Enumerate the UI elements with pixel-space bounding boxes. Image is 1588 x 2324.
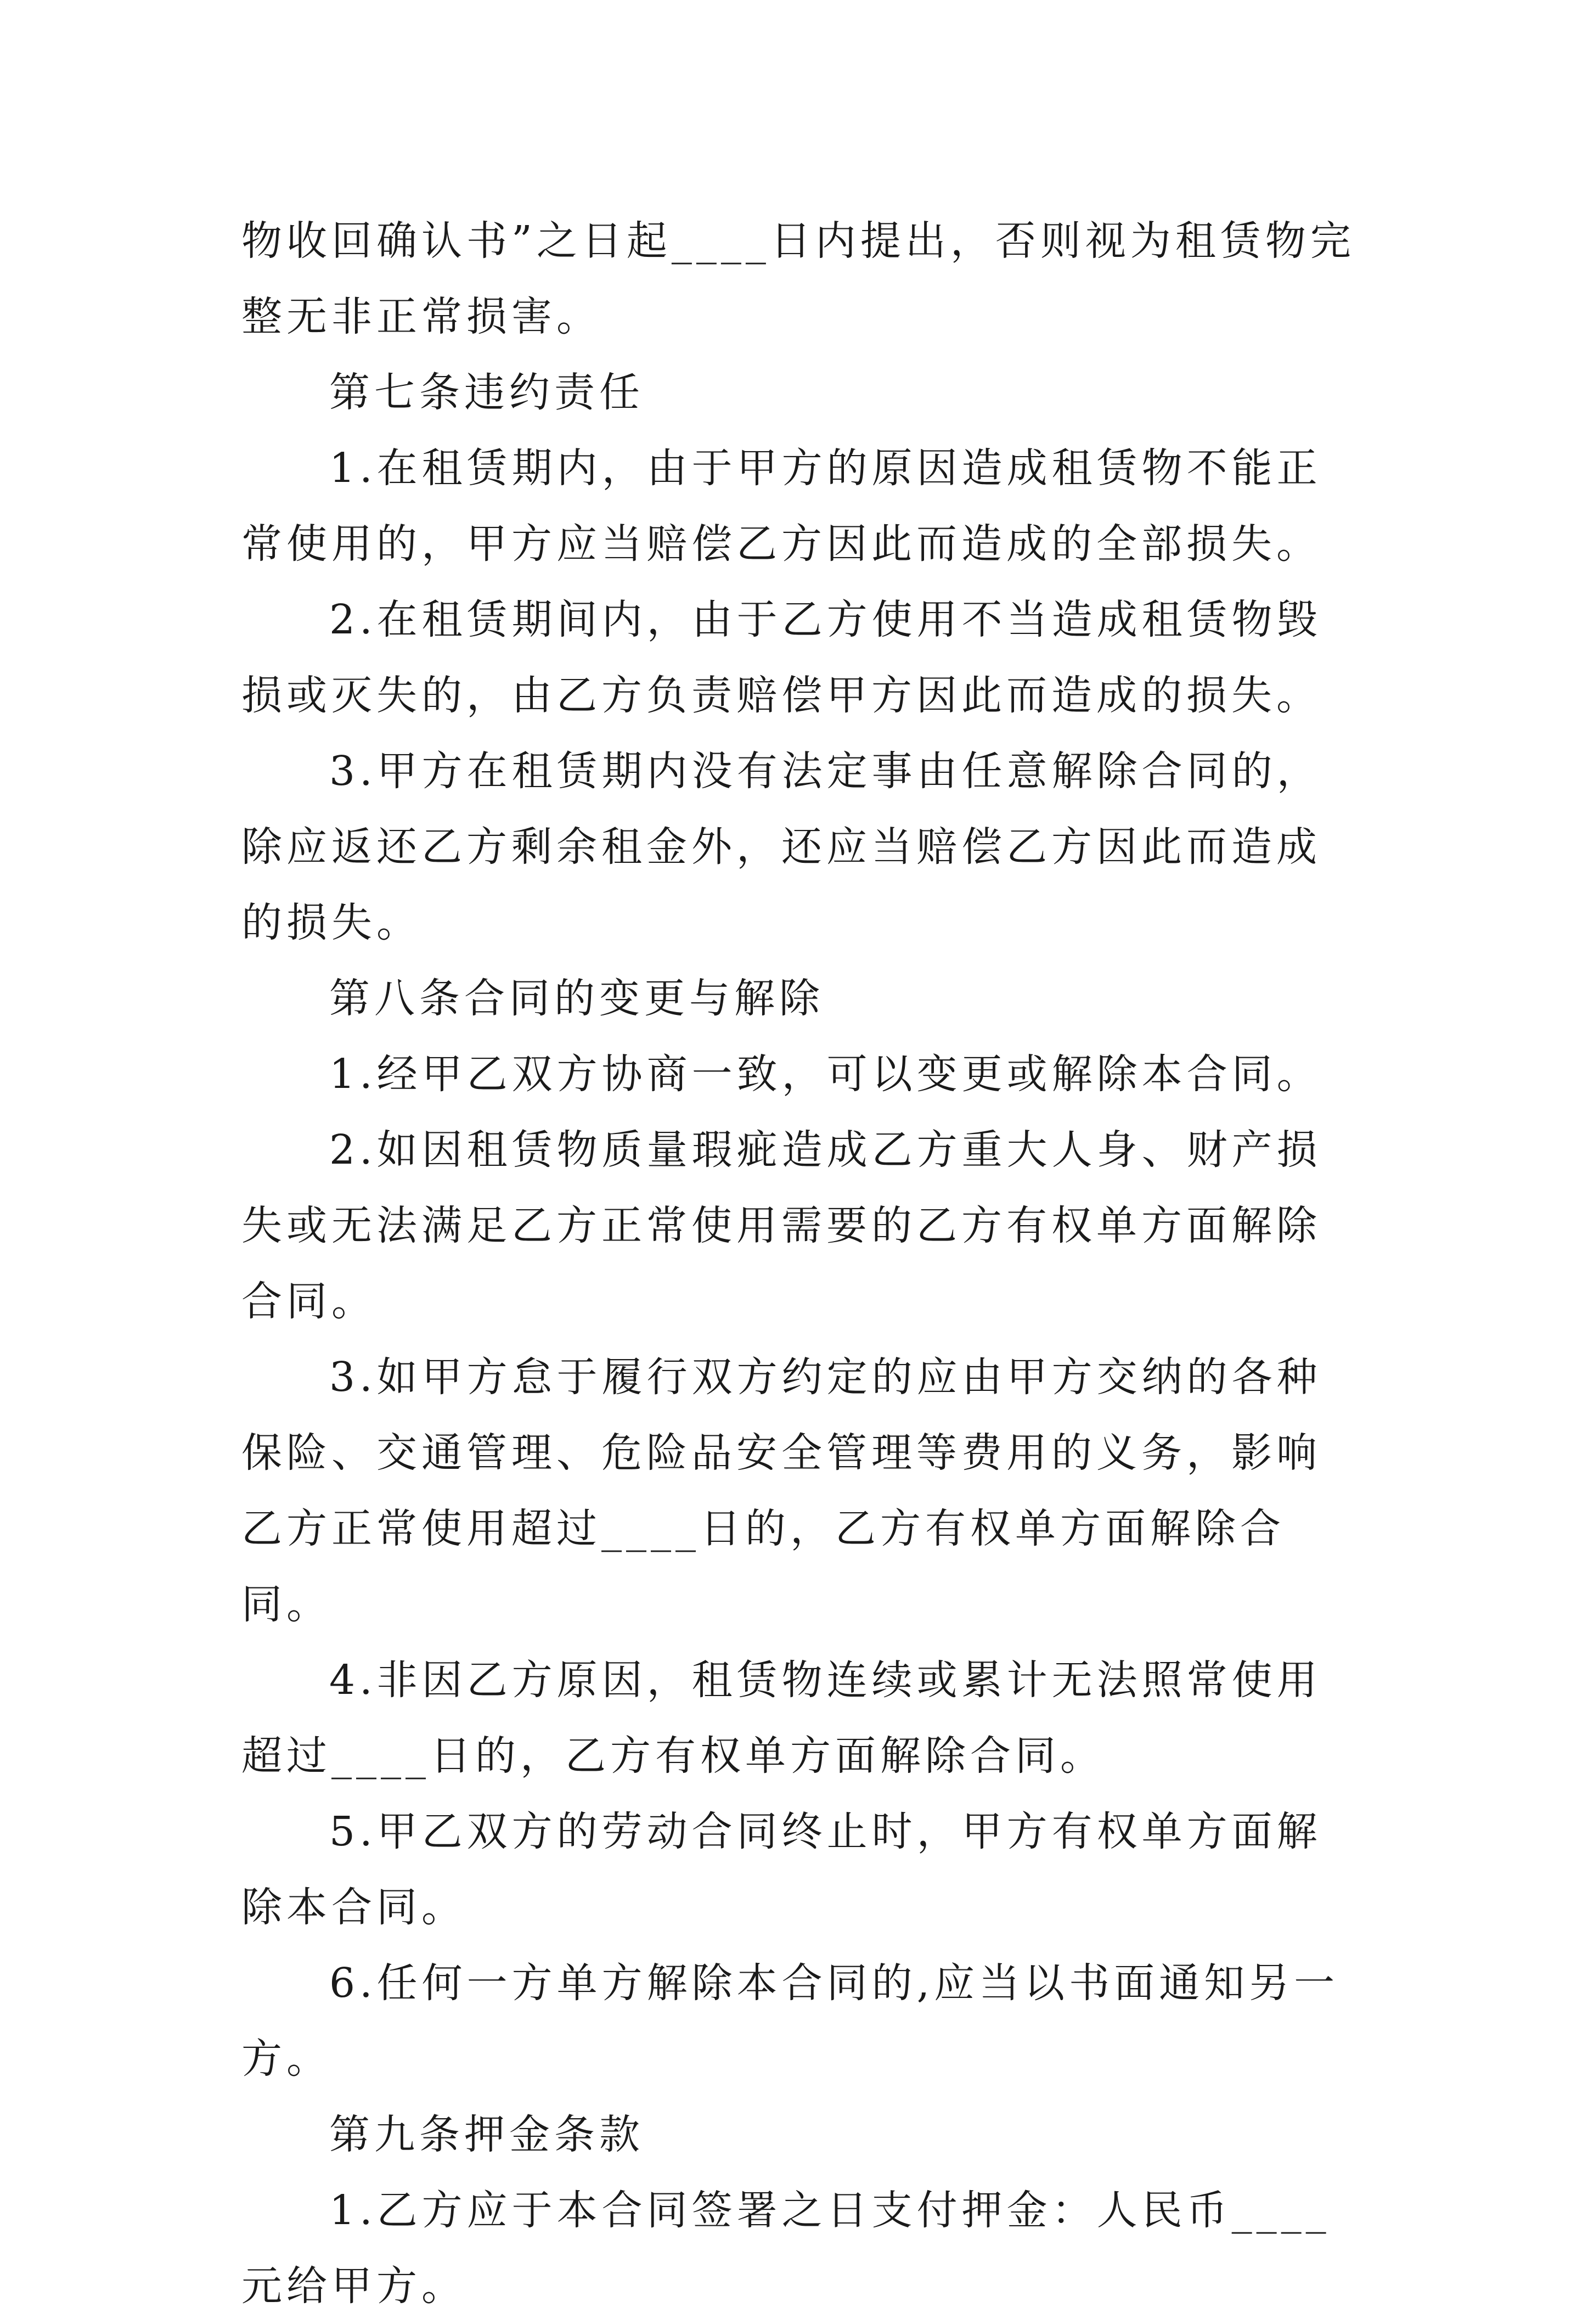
paragraph-7-2: 2.在租赁期间内，由于乙方使用不当造成租赁物毁损或灭失的，由乙方负责赔偿甲方因此而造成的损失。 [241, 596, 1322, 719]
paragraph-7-3: 3.甲方在租赁期内没有法定事由任意解除合同的，除应返还乙方剩余租金外，还应当赔偿乙方因此而造成的损失。 [241, 748, 1322, 946]
document-body [241, 203, 1355, 2324]
section-heading-article-7: 第七条违约责任 [329, 369, 644, 416]
section-heading-article-9: 第九条押金条款 [329, 2111, 644, 2158]
section-heading-article-8: 第八条合同的变更与解除 [329, 975, 824, 1022]
paragraph-8-2: 2.如因租赁物质量瑕疵造成乙方重大人身、财产损失或无法满足乙方正常使用需要的乙方有权单方面解除合同。 [241, 1126, 1322, 1325]
paragraph-8-1: 1.经甲乙双方协商一致，可以变更或解除本合同。 [329, 1051, 1322, 1098]
paragraph-7-1: 1.在租赁期内，由于甲方的原因造成租赁物不能正常使用的，甲方应当赔偿乙方因此而造成的全部损失。 [241, 445, 1322, 568]
paragraph-9-1: 1.乙方应于本合同签署之日支付押金：人民币____元给甲方。 [241, 2187, 1331, 2310]
paragraph-continuation: 物收回确认书”之日起____日内提出，否则视为租赁物完整无非正常损害。 [241, 217, 1355, 340]
paragraph-8-4: 4.非因乙方原因，租赁物连续或累计无法照常使用超过____日的，乙方有权单方面解除合同。 [241, 1657, 1322, 1780]
paragraph-8-5: 5.甲乙双方的劳动合同终止时，甲方有权单方面解除本合同。 [241, 1808, 1322, 1931]
paragraph-8-6: 6.任何一方单方解除本合同的,应当以书面通知另一方。 [241, 1960, 1339, 2082]
paragraph-8-3: 3.如甲方怠于履行双方约定的应由甲方交纳的各种保险、交通管理、危险品安全管理等费用的义务，影响乙方正常使用超过____日的，乙方有权单方面解除合同。 [241, 1354, 1322, 1628]
